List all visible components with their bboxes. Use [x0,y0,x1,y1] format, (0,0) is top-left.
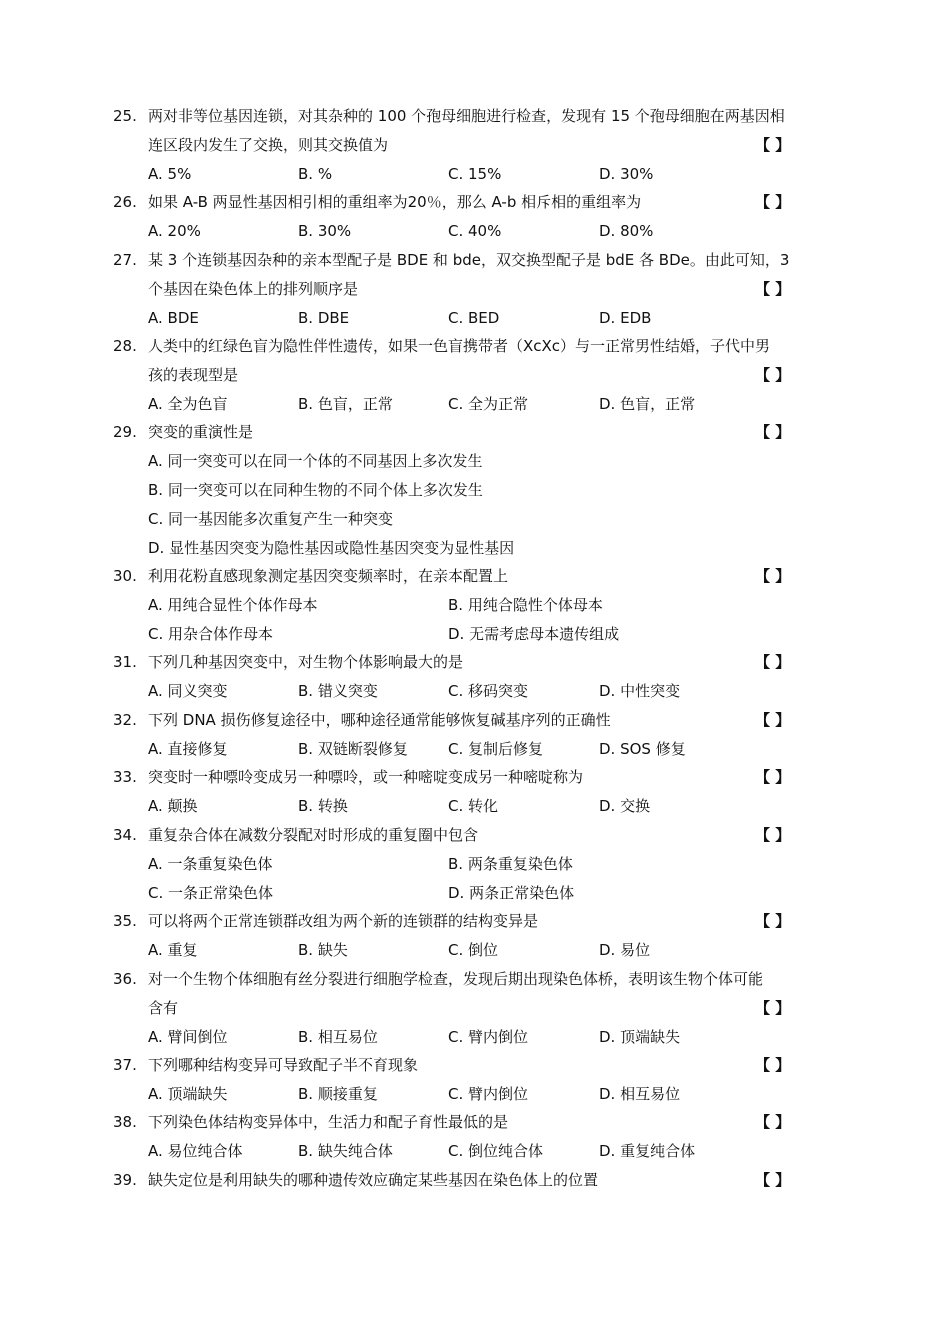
question-number: 31. [113,653,137,672]
question-line [0,1108,950,1137]
question-line [0,275,950,304]
option-b[interactable]: B. 缺失纯合体 [298,1142,393,1161]
options-row [0,620,950,649]
question-item [0,648,950,706]
option-b[interactable]: B. 顺接重复 [298,1084,378,1103]
question-line [0,102,950,131]
question-item [0,706,950,764]
option-d[interactable]: D. 无需考虑母本遗传组成 [448,625,620,643]
question-number: 33. [113,768,137,787]
option-d[interactable]: D. 中性突变 [599,682,681,701]
option-a[interactable]: A. 5% [148,165,192,183]
option-b[interactable]: B. DBE [298,308,350,327]
options-row [0,792,950,821]
options-row [0,735,950,764]
options-row [0,1137,950,1166]
question-item [0,763,950,821]
option-c[interactable]: C. 移码突变 [448,682,529,701]
question-item [0,1166,950,1195]
option-b[interactable]: B. 缺失 [298,941,348,959]
options-row [0,879,950,908]
option-b[interactable]: B. 用纯合隐性个体母本 [448,596,603,614]
question-line [0,648,950,677]
option-a[interactable]: A. 同义突变 [148,682,228,701]
question-stem: 人类中的红绿色盲为隐性伴性遗传，如果一色盲携带者（XcXc）与一正常男性结婚，子代中男 [148,337,771,355]
question-stem: 缺失定位是利用缺失的哪种遗传效应确定某些基因在染色体上的位置 [148,1170,599,1189]
option-d[interactable]: D. 顶端缺失 [599,1027,681,1046]
answer-bracket[interactable]: 【 】 [755,912,791,930]
question-stem: 下列 DNA 损伤修复途径中，哪种途径通常能够恢复碱基序列的正确性 [148,710,611,729]
question-stem: 对一个生物个体细胞有丝分裂进行细胞学检查，发现后期出现染色体桥，表明该生物个体可能 [148,969,764,988]
question-stem: 连区段内发生了交换，则其交换值为 [148,136,389,154]
options-row [0,591,950,620]
question-number: 37. [113,1055,137,1074]
question-number: 28. [113,337,137,355]
option-c[interactable]: C. 15% [448,165,502,183]
option-c[interactable]: C. 臂内倒位 [448,1027,529,1046]
question-item [0,102,950,189]
option-b[interactable]: B. 色盲，正常 [298,395,393,413]
option-b[interactable]: B. 双链断裂修复 [298,739,408,758]
question-line [0,1166,950,1195]
question-item [0,246,950,333]
question-number: 29. [113,423,137,442]
option-c[interactable]: C. 倒位 [448,941,499,959]
answer-bracket[interactable]: 【 】 [755,653,791,672]
answer-bracket[interactable]: 【 】 [755,366,791,384]
option-d[interactable]: D. SOS 修复 [599,739,686,758]
option-c[interactable]: C. 同一基因能多次重复产生一种突变 [148,510,394,529]
answer-bracket[interactable]: 【 】 [755,710,791,729]
question-item [0,188,950,246]
answer-bracket[interactable]: 【 】 [755,567,791,585]
option-a[interactable]: A. 重复 [148,941,198,959]
question-stem: 如果 A-B 两显性基因相引相的重组率为20％，那么 A-b 相斥相的重组率为 [148,193,642,212]
question-stem: 两对非等位基因连锁，对其杂种的 100 个孢母细胞进行检查，发现有 15 个孢母细胞在两基因相 [148,107,785,125]
question-number: 27. [113,250,137,269]
option-a[interactable]: A. BDE [148,308,199,327]
question-stem: 突变的重演性是 [148,423,254,442]
question-line [0,1051,950,1080]
question-number: 38. [113,1113,137,1132]
question-number: 36. [113,969,137,988]
option-a[interactable]: A. 颠换 [148,797,198,816]
answer-bracket[interactable]: 【 】 [755,768,791,787]
question-item [0,965,950,1052]
question-number: 32. [113,710,137,729]
options-row [0,936,950,965]
option-c[interactable]: C. 复制后修复 [448,739,544,758]
question-line [0,965,950,994]
option-b[interactable]: B. 同一突变可以在同种生物的不同个体上多次发生 [148,481,483,500]
question-line [0,131,950,160]
question-item [0,332,950,419]
option-c[interactable]: C. BED [448,308,500,327]
option-c[interactable]: C. 倒位纯合体 [448,1142,544,1161]
option-a[interactable]: A. 顶端缺失 [148,1084,228,1103]
option-d[interactable]: D. 重复纯合体 [599,1142,696,1161]
question-stem: 重复杂合体在减数分裂配对时形成的重复圈中包含 [148,825,479,844]
question-line [0,706,950,735]
option-a[interactable]: A. 20% [148,222,201,241]
question-line [0,821,950,850]
question-line [0,188,950,217]
option-d[interactable]: D. 30% [599,165,654,183]
options-row [0,505,950,534]
option-d[interactable]: D. 80% [599,222,654,241]
question-stem: 孩的表现型是 [148,366,239,384]
option-a[interactable]: A. 全为色盲 [148,395,228,413]
options-row [0,447,950,476]
option-b[interactable]: B. 转换 [298,797,348,816]
option-c[interactable]: C. 臂内倒位 [448,1084,529,1103]
answer-bracket[interactable]: 【 】 [755,1170,791,1189]
option-c[interactable]: C. 一条正常染色体 [148,883,274,902]
options-row [0,1023,950,1052]
option-b[interactable]: B. 错义突变 [298,682,378,701]
question-line [0,332,950,361]
options-row [0,160,950,189]
question-stem: 利用花粉直感现象测定基因突变频率时，在亲本配置上 [148,567,509,585]
options-row [0,217,950,246]
option-d[interactable]: D. 交换 [599,797,651,816]
answer-bracket[interactable]: 【 】 [755,136,791,154]
option-b[interactable]: B. 30% [298,222,352,241]
option-a[interactable]: A. 直接修复 [148,739,228,758]
question-number: 30. [113,567,137,585]
options-row [0,304,950,333]
question-line [0,361,950,390]
question-stem: 可以将两个正常连锁群改组为两个新的连锁群的结构变异是 [148,912,539,930]
option-c[interactable]: C. 转化 [448,797,499,816]
options-row [0,677,950,706]
question-line [0,907,950,936]
option-d[interactable]: D. 相互易位 [599,1084,681,1103]
options-row [0,390,950,419]
option-d[interactable]: D. EDB [599,308,652,327]
question-line [0,763,950,792]
question-item [0,907,950,965]
option-a[interactable]: A. 用纯合显性个体作母本 [148,596,318,614]
question-stem: 含有 [148,998,179,1017]
answer-bracket[interactable]: 【 】 [755,1113,791,1132]
question-item [0,1108,950,1166]
option-d[interactable]: D. 易位 [599,941,651,959]
option-b[interactable]: B. 相互易位 [298,1027,378,1046]
answer-bracket[interactable]: 【 】 [755,998,791,1017]
options-row [0,534,950,563]
question-number: 35. [113,912,137,930]
option-b[interactable]: B. 两条重复染色体 [448,854,573,873]
question-stem: 个基因在染色体上的排列顺序是 [148,279,359,298]
question-number: 39. [113,1170,137,1189]
question-item [0,821,950,908]
option-d[interactable]: D. 显性基因突变为隐性基因或隐性基因突变为显性基因 [148,539,515,558]
option-b[interactable]: B. % [298,165,333,183]
option-c[interactable]: C. 40% [448,222,502,241]
question-stem: 下列哪种结构变异可导致配子半不育现象 [148,1055,419,1074]
question-stem: 下列染色体结构变异体中，生活力和配子育性最低的是 [148,1113,509,1132]
question-item [0,562,950,649]
answer-bracket[interactable]: 【 】 [755,193,791,212]
answer-bracket[interactable]: 【 】 [755,279,791,298]
option-d[interactable]: D. 两条正常染色体 [448,883,575,902]
answer-bracket[interactable]: 【 】 [755,1055,791,1074]
question-stem: 某 3 个连锁基因杂种的亲本型配子是 BDE 和 bde，双交换型配子是 bdE 各 BDe。由此可知，3 [148,250,790,269]
question-line [0,418,950,447]
question-item [0,418,950,563]
question-line [0,994,950,1023]
option-a[interactable]: A. 一条重复染色体 [148,854,273,873]
option-a[interactable]: A. 易位纯合体 [148,1142,243,1161]
question-stem: 突变时一种嘌呤变成另一种嘌呤，或一种嘧啶变成另一种嘧啶称为 [148,768,584,787]
options-row [0,476,950,505]
option-a[interactable]: A. 同一突变可以在同一个体的不同基因上多次发生 [148,452,483,471]
option-d[interactable]: D. 色盲，正常 [599,395,696,413]
question-stem: 下列几种基因突变中，对生物个体影响最大的是 [148,653,464,672]
question-line [0,562,950,591]
question-number: 26. [113,193,137,212]
option-c[interactable]: C. 用杂合体作母本 [148,625,274,643]
answer-bracket[interactable]: 【 】 [755,423,791,442]
question-number: 25. [113,107,137,125]
question-number: 34. [113,825,137,844]
question-line [0,246,950,275]
answer-bracket[interactable]: 【 】 [755,825,791,844]
question-item [0,1051,950,1109]
option-c[interactable]: C. 全为正常 [448,395,529,413]
options-row [0,850,950,879]
option-a[interactable]: A. 臂间倒位 [148,1027,228,1046]
options-row [0,1080,950,1109]
